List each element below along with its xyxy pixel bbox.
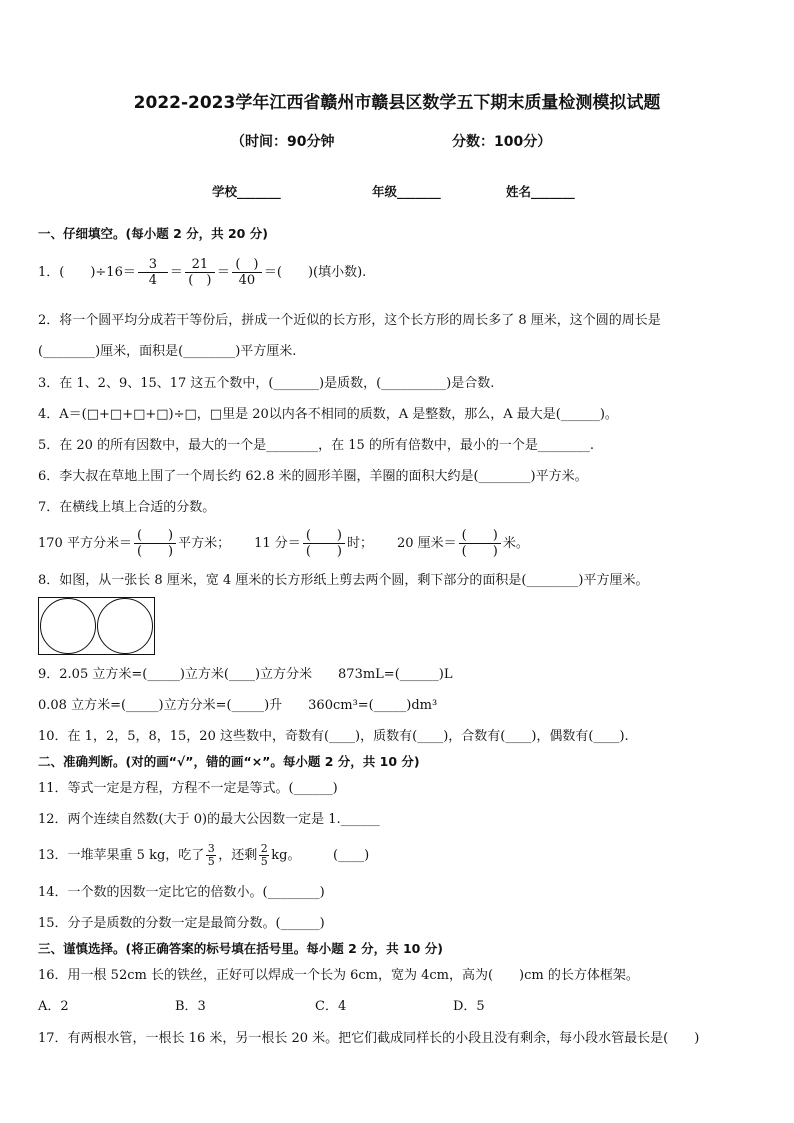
question-12: 12．两个连续自然数(大于 0)的最大公因数一定是 1.______: [38, 812, 380, 827]
page-title: 2022-2023学年江西省赣州市赣县区数学五下期末质量检测模拟试题: [133, 93, 661, 113]
exam-time: （时间：90分钟: [231, 134, 335, 150]
q16-option-a: A．2: [38, 999, 69, 1014]
question-16: 16．用一根 52cm 长的铁丝，正好可以焊成一个长为 6cm，宽为 4cm，高为( )cm 的长方体框架。: [38, 968, 639, 983]
q7b-prefix: 11 分＝: [254, 536, 301, 551]
question-2-line-1: 2．将一个圆平均分成若干等份后，拼成一个近似的长方形，这个长方形的周长多了 8 厘米，这个圆的周长是: [38, 313, 661, 328]
q7c-prefix: 20 厘米＝: [396, 536, 457, 551]
circle-right: [97, 598, 153, 654]
question-2-line-2: (________)厘米，面积是(________)平方厘米.: [38, 344, 297, 359]
question-9-line-2: 0.08 立方米=(_____)立方分米=(_____)升 360cm³=(_____)dm³: [38, 698, 438, 713]
q7c-fraction: [459, 528, 501, 559]
q13-suffix: kg。 (____): [271, 848, 370, 863]
rectangle-figure: [38, 597, 155, 655]
q7a-den: ( ): [136, 544, 174, 559]
q7b-den: ( ): [305, 544, 342, 559]
q1-fraction-1: [138, 257, 168, 288]
q1-f1-num: 3: [138, 257, 168, 273]
section-2-heading: 二、准确判断。(对的画“√”，错的画“×”。每小题 2 分，共 10 分): [38, 754, 420, 769]
grade-field: 年级_______: [372, 184, 441, 199]
question-15: 15．分子是质数的分数一定是最简分数。(______): [38, 916, 325, 931]
q16-option-b: B．3: [175, 999, 206, 1014]
q1-f3-den: 40: [238, 273, 256, 288]
q1-prefix: 1．( )÷16＝: [38, 265, 136, 280]
question-9-line-1: 9．2.05 立方米=(_____)立方米(____)立方分米 873mL=(______)L: [38, 667, 453, 682]
q13-f1-num: 3: [207, 842, 215, 855]
q1-fraction-3: [232, 257, 262, 288]
question-10: 10．在 1，2，5，8，15，20 这些数中，奇数有(____)，质数有(____)，合数有(____)，偶数有(____).: [38, 729, 629, 744]
q13-prefix: 13．一堆苹果重 5 kg，吃了: [38, 848, 205, 863]
exam-score: 分数：100分）: [452, 134, 552, 150]
q1-equals-2: ＝: [216, 265, 230, 280]
question-13: [38, 838, 369, 874]
q1-suffix: ＝( )(填小数).: [263, 265, 367, 280]
q13-fraction-2: [259, 843, 269, 868]
q1-f3-num: ( ): [232, 257, 262, 273]
q13-f2-num: 2: [260, 842, 268, 855]
question-7: 7．在横线上填上合适的分数。: [38, 500, 216, 515]
question-6: 6．李大叔在草地上围了一个周长约 62.8 米的圆形羊圈，羊圈的面积大约是(________)平方米。: [38, 469, 588, 484]
question-14: 14．一个数的因数一定比它的倍数小。(________): [38, 885, 325, 900]
q13-f2-den: 5: [260, 855, 268, 868]
question-17: 17．有两根水管，一根长 16 米，另一根长 20 米。把它们截成同样长的小段且没有剩余，每小段水管最长是( ): [38, 1031, 700, 1046]
q13-f1-den: 5: [207, 855, 215, 868]
q7c-num: ( ): [459, 528, 501, 544]
q16-option-c: C．4: [315, 999, 347, 1014]
q1-equals-1: ＝: [169, 265, 183, 280]
q7a-prefix: 170 平方分米＝: [38, 536, 132, 551]
q7c-den: ( ): [461, 544, 498, 559]
question-3: 3．在 1、2、9、15、17 这五个数中，(_______)是质数，(__________)是合数.: [38, 376, 495, 391]
q13-middle: ，还剩: [218, 848, 258, 863]
q7b-fraction: [303, 528, 345, 559]
name-field: 姓名_______: [506, 184, 575, 199]
q7a-num: ( ): [134, 528, 176, 544]
question-5: 5．在 20 的所有因数中，最大的一个是________，在 15 的所有倍数中，最小的一个是________.: [38, 438, 595, 453]
q16-option-d: D．5: [453, 999, 485, 1014]
school-field: 学校_______: [212, 184, 281, 199]
q7a-fraction: [134, 528, 176, 559]
q7b-suffix: 时；: [346, 536, 373, 551]
q13-fraction-1: [206, 843, 216, 868]
q1-f1-den: 4: [148, 273, 157, 288]
q1-f2-den: ( ): [188, 273, 212, 288]
question-11: 11．等式一定是方程，方程不一定是等式。(______): [38, 781, 338, 796]
circle-left: [40, 598, 96, 654]
question-8: 8．如图，从一张长 8 厘米，宽 4 厘米的长方形纸上剪去两个圆，剩下部分的面积是(________)平方厘米。: [38, 573, 649, 588]
question-1: [38, 255, 366, 291]
q1-f2-num: 21: [185, 257, 215, 273]
question-4: 4．A＝(□+□+□+□)÷□，□里是 20以内各不相同的质数，A 是整数，那么，A 最大是(______)。: [38, 407, 618, 422]
q7b-num: ( ): [303, 528, 345, 544]
section-3-heading: 三、谨慎选择。(将正确答案的标号填在括号里。每小题 2 分，共 10 分): [38, 941, 443, 956]
question-7-items: [38, 526, 529, 562]
q7a-suffix: 平方米；: [178, 536, 231, 551]
section-1-heading: 一、仔细填空。(每小题 2 分，共 20 分): [38, 226, 268, 241]
q1-fraction-2: [185, 257, 215, 288]
q7c-suffix: 米。: [502, 536, 529, 551]
